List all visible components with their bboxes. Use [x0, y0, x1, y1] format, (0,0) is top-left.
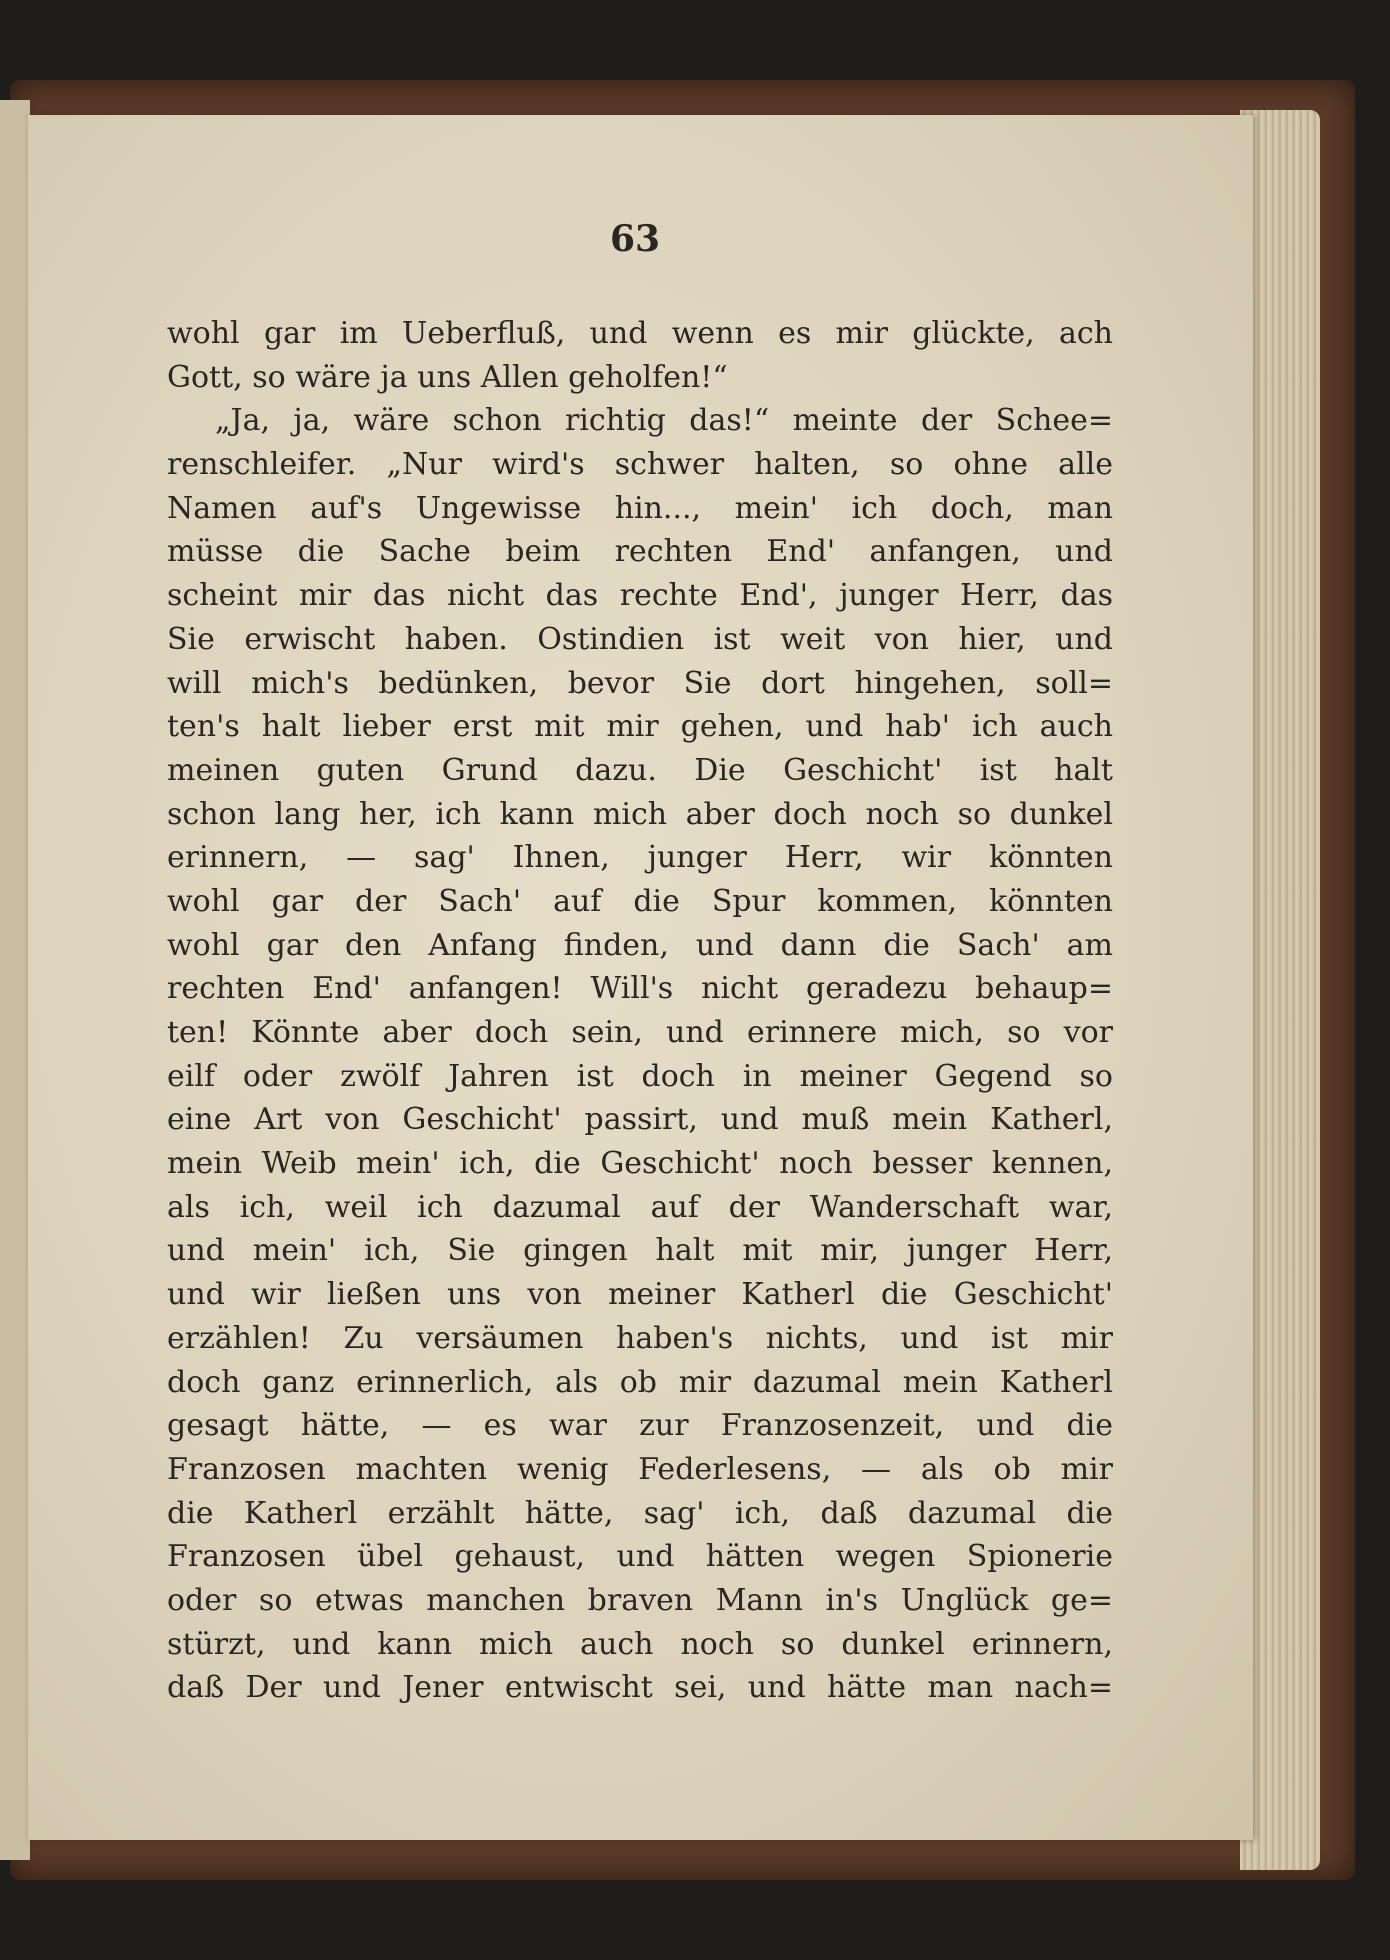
text-line: mein Weib mein' ich, die Geschicht' noch besser kennen, — [167, 1146, 1113, 1182]
text-line: ten! Könnte aber doch sein, und erinnere mich, so vor — [167, 1015, 1113, 1050]
left-page-edge — [0, 100, 30, 1860]
text-line: meinen guten Grund dazu. Die Geschicht' ist halt — [167, 752, 1113, 788]
text-line: Sie erwischt haben. Ostindien ist weit von hier, und — [167, 621, 1113, 657]
text-line: daß Der und Jener entwischt sei, und hätte man nach= — [167, 1670, 1113, 1706]
text-line: wohl gar im Ueberfluß, und wenn es mir glückte, ach — [167, 316, 1113, 351]
text-line: renschleifer. „Nur wird's schwer halten, so ohne alle — [167, 447, 1113, 483]
text-line: als ich, weil ich dazumal auf der Wanderschaft war, — [167, 1189, 1113, 1225]
text-line: will mich's bedünken, bevor Sie dort hingehen, soll= — [167, 665, 1113, 701]
text-line: scheint mir das nicht das rechte End', junger Herr, das — [167, 578, 1113, 614]
text-line: gesagt hätte, — es war zur Franzosenzeit, und die — [167, 1408, 1113, 1444]
text-line: wohl gar den Anfang finden, und dann die Sach' am — [167, 927, 1113, 963]
text-line: schon lang her, ich kann mich aber doch noch so dunkel — [167, 796, 1113, 832]
text-line: eine Art von Geschicht' passirt, und muß mein Katherl, — [167, 1102, 1113, 1138]
text-line: erzählen! Zu versäumen haben's nichts, und ist mir — [167, 1320, 1113, 1356]
text-line: wohl gar der Sach' auf die Spur kommen, könnten — [167, 883, 1113, 919]
text-line: rechten End' anfangen! Will's nicht geradezu behaup= — [167, 971, 1113, 1007]
text-line: und wir ließen uns von meiner Katherl die Geschicht' — [167, 1277, 1113, 1313]
text-line: die Katherl erzählt hätte, sag' ich, daß dazumal die — [167, 1495, 1113, 1531]
text-line: eilf oder zwölf Jahren ist doch in meiner Gegend so — [167, 1058, 1113, 1094]
text-line: doch ganz erinnerlich, als ob mir dazumal mein Katherl — [167, 1364, 1113, 1400]
text-line: oder so etwas manchen braven Mann in's Unglück ge= — [167, 1582, 1113, 1618]
text-line: Franzosen übel gehaust, und hätten wegen Spionerie — [167, 1539, 1113, 1575]
text-line: Gott, so wäre ja uns Allen geholfen!“ — [167, 359, 728, 395]
text-line: Namen auf's Ungewisse hin..., mein' ich doch, man — [167, 490, 1113, 526]
text-line: stürzt, und kann mich auch noch so dunkel erinnern, — [167, 1626, 1113, 1662]
page-text — [167, 312, 1113, 1710]
text-line: „Ja, ja, wäre schon richtig das!“ meinte der Schee= — [215, 403, 1113, 439]
page-number: 63 — [609, 218, 661, 260]
text-line: ten's halt lieber erst mit mir gehen, und hab' ich auch — [167, 709, 1113, 745]
text-line: und mein' ich, Sie gingen halt mit mir, junger Herr, — [167, 1233, 1113, 1269]
text-line: erinnern, — sag' Ihnen, junger Herr, wir könnten — [167, 840, 1113, 876]
text-line: müsse die Sache beim rechten End' anfangen, und — [167, 534, 1113, 570]
text-line: Franzosen machten wenig Federlesens, — als ob mir — [167, 1451, 1113, 1487]
